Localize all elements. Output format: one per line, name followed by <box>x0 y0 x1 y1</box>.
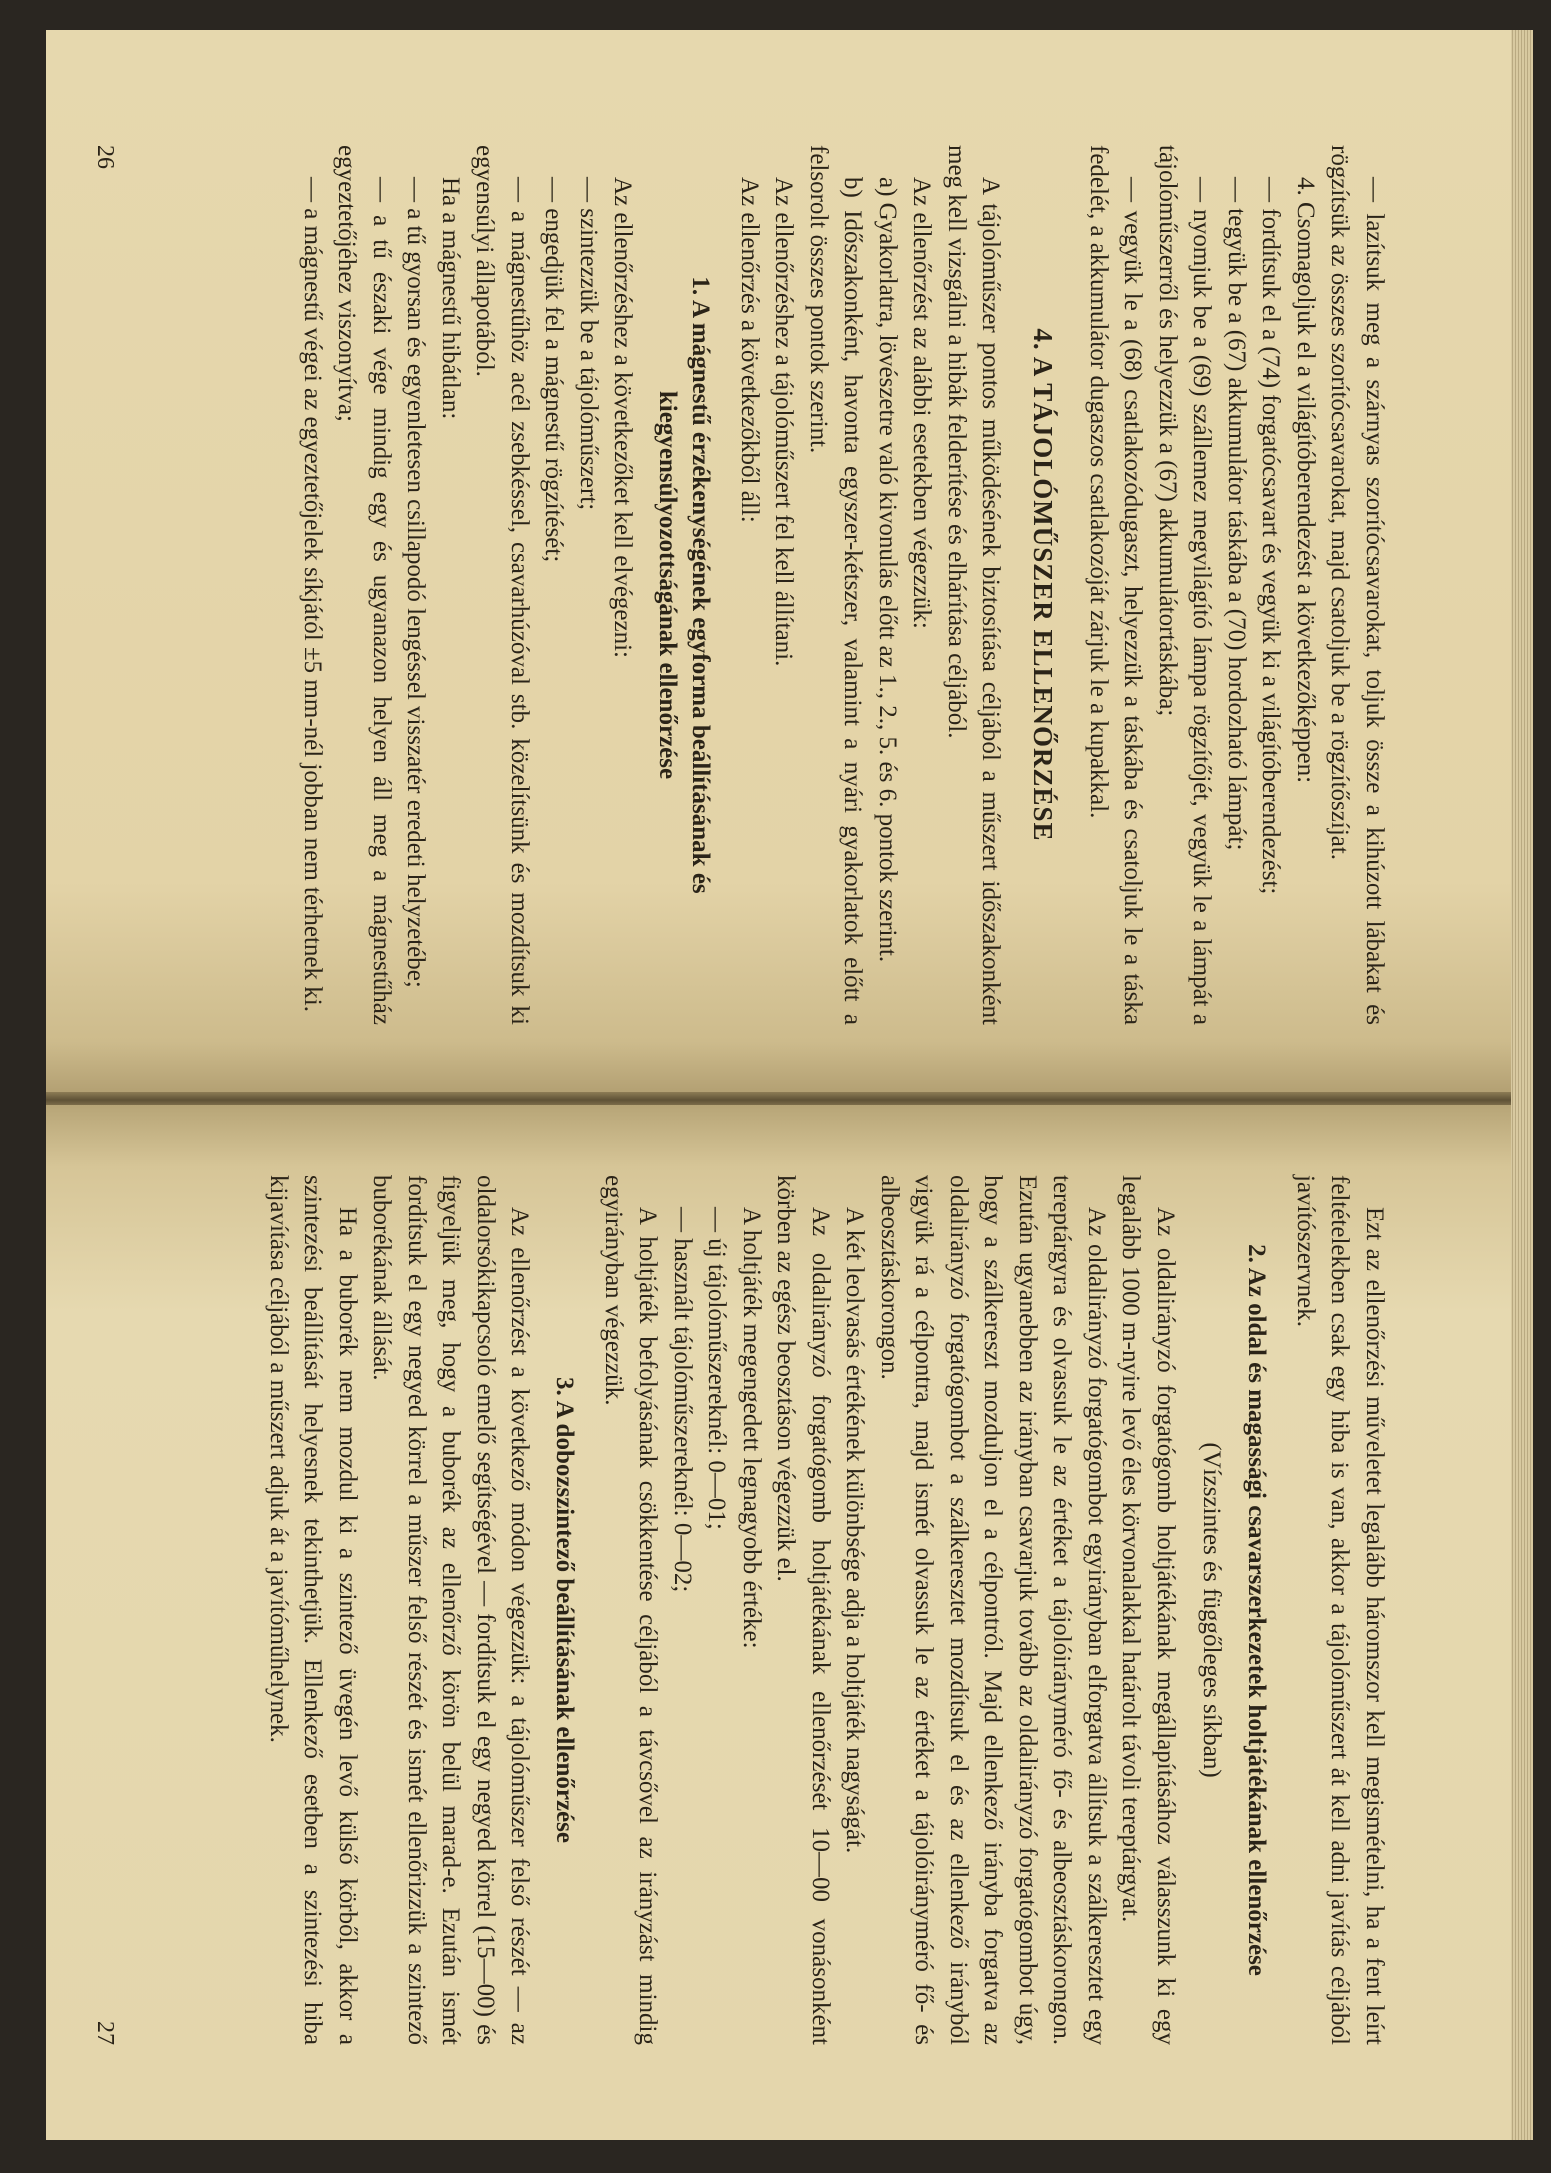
right-paragraph: A holtjáték befolyásának csökkentése céljából a távcsővel az irányzást mindig egyirányban végezzük. <box>600 1175 662 2045</box>
left-paragraph: a) Gyakorlatra, lövészetre való kivonulás előtt az 1., 2., 5. és 6. pontok szerint. <box>874 177 901 963</box>
right-paragraph: Az oldalirányzó forgatógomb holtjátékának ellenőrzését 10—00 vonásonként körben az egész beosztáson végezzük el. <box>772 1175 834 2045</box>
right-paragraph: Az oldalirányzó forgatógombot egyirányban elforgatva állítsuk a szálkeresztet egy tereptárgyra és olvassuk le az értéket a tájolóirányméró fő- és albeosztáskorongon. Ezután ugyanebben az irányban csavarjuk tovább az oldalirányzó forgatógombot úgy, hogy a szálkereszt mozduljon el a célpontról. Majd ellenkező irányba forgatva az oldalirányzó forgatógombot a szálkeresztet mozdítsuk el és az ellenkező irányból vigyük rá a célpontra, majd ismét olvassuk le az értéket a tájolóirányméró fő- és albeosztáskorongon. <box>876 1175 1110 2045</box>
page-number: 27 <box>92 2021 118 2045</box>
left-page <box>46 30 1511 1095</box>
right-page <box>46 1105 1511 2140</box>
left-paragraph: Az ellenőrzéshez a következőket kell elvégezni: <box>609 177 637 659</box>
left-paragraph: Az ellenőrzéshez a tájolóműszert fel kell állítani. <box>770 177 798 667</box>
right-paragraph: — új tájolóműszereknél: 0—01; <box>703 1207 731 1530</box>
left-paragraph: — a tű északi vége mindig egy és ugyanazon helyen áll meg a mágnestűház egyeztetőjéhez viszonyítva; <box>333 145 395 1025</box>
left-paragraph: Az ellenőrzést az alábbi esetekben végezzük: <box>908 177 936 629</box>
page-edges <box>1509 30 1533 2140</box>
left-paragraph: — nyomjuk be a (69) szállemez megvilágító lámpa rögzítőjét, vegyük le a lámpát a tájolóműszerről és helyezzük a (67) akkumulátortáskába; <box>1154 145 1216 1025</box>
right-paragraph: Ha a buborék nem mozdul ki a szintező üvegén levő külső körből, akkor a szintezési beállítását helyesnek tekinthetjük. Ellenkező esetben a szintezési hiba kijavítása céljából a műszert adjuk át a javítóműhelynek. <box>265 1175 361 2045</box>
right-paragraph: A holtjáték megengedett legnagyobb értéke: <box>738 1207 765 1649</box>
left-paragraph: A tájolóműszer pontos működésének biztosítása céljából a műszert időszakonként meg kell vizsgálni a hibák felderítése és elhárítása céljából. <box>943 145 1005 1025</box>
left-paragraph: — engedjük fel a mágnestű rögzítését; <box>540 177 568 563</box>
right-paragraph: Az oldalirányzó forgatógomb holtjátékának megállapításához válasszunk ki egy legalább 1000 m-nyire levő éles körvonalakkal határolt távoli tereptárgyat. <box>1117 1175 1179 2045</box>
right-paragraph: — használt tájolóműszereknél: 0—02; <box>669 1207 696 1593</box>
subsection-note: (Vízszintes és függőleges síkban) <box>1198 1442 1226 1778</box>
section-heading: 4. A TÁJOLÓMŰSZER ELLENŐRZÉSE <box>1028 328 1059 842</box>
left-paragraph: b) Időszakonként, havonta egyszer-kétszer, valamint a nyári gyakorlatok előtt a felsorolt összes pontok szerint. <box>805 145 867 1025</box>
left-paragraph: — vegyük le a (68) csatlakozódugaszt, helyezzük a táskába és csatoljuk le a táska fedelét, a akkumulátor dugaszos csatlakozóját zárjuk le a kupakkal. <box>1085 145 1147 1025</box>
page-number: 26 <box>92 145 118 169</box>
left-paragraph: 4. Csomagoljuk el a világítóberendezést a következőképpen: <box>1292 177 1319 784</box>
subsection-heading: 2. Az oldal és magassági csavarszerkezetek holtjátékának ellenőrzése <box>1243 1244 1271 1976</box>
subsection-heading: 1. A mágnestű érzékenységének egyforma beállításának és kiegyensúlyozottságának ellenőrzése <box>654 276 715 894</box>
left-paragraph: — a mágnestűhöz acél zsebkéssel, csavarhúzóval stb. közelítsünk és mozdítsuk ki egyensúlyi állapotából. <box>471 145 533 1025</box>
right-paragraph: Az ellenőrzést a következő módon végezzük: a tájolóműszer felső részét — az oldalorsókikapcsoló emelő segítségével — fordítsuk el egy negyed körrel (15—00) és figyeljük meg, hogy a buborék az ellenőrző körön belül marad-e. Ezután ismét fordítsuk el egy negyed körrel a műszer felső részét és ismét ellenőrizzük a szintező buborékának állását. <box>368 1175 534 2045</box>
left-paragraph: Ha a mágnestű hibátlan: <box>437 177 464 420</box>
left-paragraph: — szintezzük be a tájolóműszert; <box>575 177 602 511</box>
left-paragraph: — lazítsuk meg a szárnyas szorítócsavarokat, toljuk össze a kihúzott lábakat és rögzítsük az összes szorítócsavarokat, majd csatoljuk be a rögzítőszíjat. <box>1326 145 1388 1025</box>
left-paragraph: — a tű gyorsan és egyenletesen csillapodó lengéssel visszatér eredeti helyzetébe; <box>402 177 430 988</box>
right-paragraph: Ezt az ellenőrzési műveletet legalább háromszor kell megismételni, ha a fent leírt feltételekben csak egy hiba is van, akkor a tájolóműszert át kell adni javítás céljából javítószervnek. <box>1292 1175 1388 2045</box>
left-paragraph: — tegyük be a (67) akkumulátor táskába a (70) hordozható lámpát; <box>1223 177 1250 851</box>
subsection-heading: 3. A dobozszintező beállításának ellenőrzése <box>551 1377 579 1843</box>
left-paragraph: — fordítsuk el a (74) forgatócsavart és vegyük ki a világítóberendezést; <box>1257 177 1285 895</box>
right-paragraph: A két leolvasás értékének különbsége adja a holtjáték nagyságát. <box>841 1207 869 1854</box>
left-paragraph: — a mágnestű végei az egyeztetőjelek síkjától ±5 mm-nél jobban nem térhetnek ki. <box>299 177 326 1012</box>
left-paragraph: Az ellenőrzés a következőkből áll: <box>736 177 763 523</box>
